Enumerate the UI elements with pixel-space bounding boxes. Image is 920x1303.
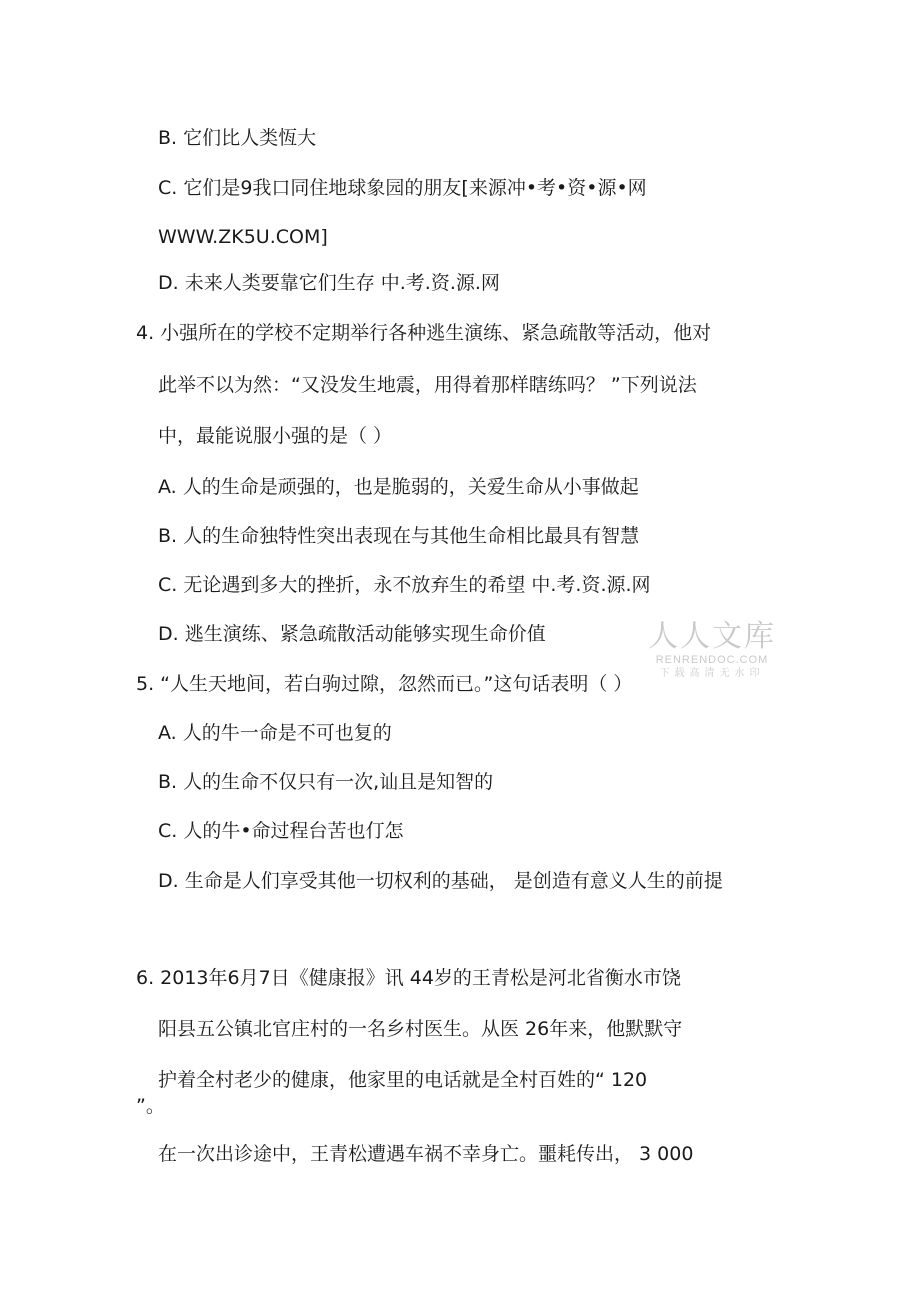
- watermark-title: 人人文库: [648, 619, 776, 654]
- watermark-logo: [647, 620, 777, 680]
- question-6-stem-line-2: 阳县五公镇北官庄村的一名乡村医生。从医 26年来，他默默守: [158, 1018, 683, 1040]
- question-4-option-b: B. 人的生命独特性突出表现在与其他生命相比最具有智慧: [158, 525, 640, 547]
- watermark-subtitle: 下载高清无水印: [659, 668, 765, 679]
- question-4-stem: 4. 小强所在的学校不定期举行各种逃生演练、紧急疏散等活动，他对: [136, 322, 712, 344]
- question-4-option-c: C. 无论遇到多大的挫折，永不放弃生的希望 中.考.资.源.网: [158, 574, 651, 596]
- question-3-option-d: D. 未来人类要靠它们生存 中.考.资.源.网: [158, 272, 500, 294]
- question-5-option-d: D. 生命是人们享受其他一切权利的基础， 是创造有意义人生的前提: [158, 870, 723, 892]
- watermark-site: RENRENDOC.COM: [655, 654, 769, 666]
- question-6-stem-line-3: 护着全村老少的健康，他家里的电话就是全村百姓的“ 120: [158, 1069, 648, 1091]
- question-3-option-b: B. 它们比人类恆大: [158, 127, 317, 149]
- question-3-option-c-continued: WWW.ZK5U.COM]: [158, 226, 328, 248]
- question-5-option-b: B. 人的生命不仅只有一次,讪且是知智的: [158, 771, 494, 793]
- question-6-stem-line-5: 在一次出诊途中，王青松遭遇车祸不幸身亡。噩耗传出， 3 000: [158, 1143, 694, 1165]
- question-3-option-c: C. 它们是9我口同住地球象园的朋友[来源冲•考•资•源•网: [158, 177, 647, 199]
- question-4-stem-line-3: 中，最能说服小强的是（ ）: [158, 425, 393, 447]
- question-5-option-c: C. 人的牛•命过程台苦也仃怎: [158, 820, 404, 842]
- question-6-stem-line-4: ”。: [136, 1095, 165, 1117]
- question-4-stem-line-2: 此举不以为然：“又没发生地震，用得着那样瞎练吗？ ”下列说法: [158, 374, 697, 396]
- question-4-option-d: D. 逃生演练、紧急疏散活动能够实现生命价值: [158, 623, 546, 645]
- question-6-stem: 6. 2013年6月7日《健康报》讯 44岁的王青松是河北省衡水市饶: [136, 967, 681, 989]
- question-5-stem: 5. “人生天地间，若白驹过隙，忽然而已。”这句话表明（ ）: [136, 673, 633, 695]
- question-4-option-a: A. 人的生命是顽强的，也是脆弱的，关爱生命从小事做起: [158, 476, 639, 498]
- question-5-option-a: A. 人的牛一命是不可也复的: [158, 722, 392, 744]
